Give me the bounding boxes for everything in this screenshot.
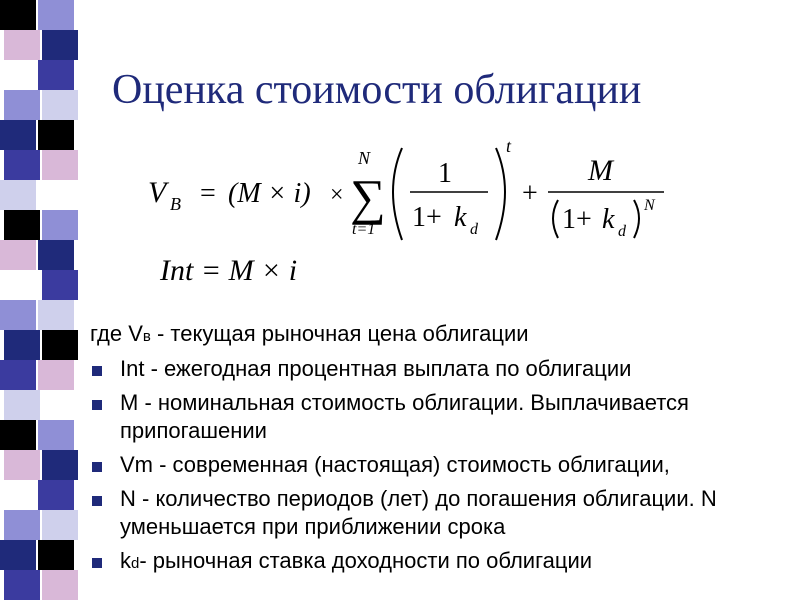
strip-cell (0, 420, 36, 450)
strip-cell (4, 90, 40, 120)
kd-symbol: k (120, 548, 131, 573)
strip-cell (42, 390, 78, 420)
strip-cell (0, 300, 36, 330)
strip-cell (0, 60, 36, 90)
bullet-text: Int - ежегодная процентная выплата по облигации (120, 356, 632, 381)
strip-cell (38, 540, 74, 570)
frac2-right-paren (634, 200, 639, 238)
frac1-den-sub: d (470, 221, 478, 238)
strip-cell (38, 360, 74, 390)
strip-cell (38, 120, 74, 150)
strip-cell (42, 90, 78, 120)
strip-cell (0, 540, 36, 570)
formula-equals: = (200, 178, 216, 209)
strip-cell (42, 330, 78, 360)
strip-cell (38, 240, 74, 270)
decorative-strip (0, 0, 80, 600)
strip-cell (4, 150, 40, 180)
formula-plus: + (522, 178, 538, 209)
strip-cell (4, 210, 40, 240)
kd-subscript: d (131, 555, 140, 572)
sum-lower-limit: t=1 (352, 221, 376, 238)
list-item (90, 485, 800, 541)
frac2-den-var: k (602, 204, 615, 235)
strip-cell (38, 480, 74, 510)
strip-cell (0, 240, 36, 270)
strip-cell (0, 480, 36, 510)
list-item (90, 355, 800, 383)
strip-cell (4, 330, 40, 360)
frac2-numerator: M (588, 154, 613, 187)
bullet-text: - рыночная ставка доходности по облигации (139, 548, 593, 573)
list-item (90, 451, 800, 479)
strip-cell (0, 0, 36, 30)
strip-cell (0, 180, 36, 210)
strip-cell (4, 510, 40, 540)
strip-cell (42, 270, 78, 300)
strip-cell (42, 30, 78, 60)
strip-cell (4, 570, 40, 600)
intro-subscript: в (142, 328, 151, 345)
intro-prefix: где V (90, 321, 143, 346)
frac2-den-text: 1+ (562, 204, 592, 235)
formula-times: × (330, 182, 344, 208)
formula-lhs-symbol: V (148, 176, 167, 209)
strip-cell (0, 360, 36, 390)
bullet-square-icon (92, 462, 102, 472)
strip-cell (0, 120, 36, 150)
strip-cell (38, 180, 74, 210)
bullet-text: M - номинальная стоимость облигации. Выплачивается припогашении (120, 390, 689, 443)
strip-cell (38, 300, 74, 330)
frac2-power: N (644, 197, 655, 214)
list-item (90, 547, 800, 578)
bond-value-formula (140, 130, 700, 300)
strip-cell (42, 510, 78, 540)
frac2-left-paren (553, 200, 558, 238)
sum-sign: ∑ (350, 169, 386, 225)
frac1-power: t (506, 136, 512, 156)
bullet-square-icon (92, 558, 102, 568)
intro-rest: - текущая рыночная цена облигации (150, 321, 529, 346)
list-item (90, 389, 800, 445)
strip-cell (42, 210, 78, 240)
bullet-text: N - количество периодов (лет) до погашения облигации. N уменьшается при приближении срока (120, 486, 717, 539)
bullet-square-icon (92, 496, 102, 506)
strip-cell (4, 30, 40, 60)
formula-paren-term: (M × i) (228, 178, 311, 209)
strip-cell (42, 150, 78, 180)
strip-cell (38, 0, 74, 30)
strip-cell (42, 450, 78, 480)
left-big-paren (393, 148, 402, 240)
strip-cell (4, 390, 40, 420)
bullet-square-icon (92, 400, 102, 410)
strip-cell (38, 60, 74, 90)
strip-cell (4, 450, 40, 480)
formula-int: Int = M × i (160, 254, 298, 287)
bullet-text: Vm - современная (настоящая) стоимость облигации, (120, 452, 670, 477)
strip-cell (42, 570, 78, 600)
definitions-list (90, 320, 800, 584)
strip-cell (4, 270, 40, 300)
formula-lhs-subscript: B (170, 194, 181, 214)
frac1-numerator: 1 (438, 158, 452, 189)
frac1-den-text: 1+ (412, 202, 442, 233)
sum-upper-limit: N (358, 148, 371, 168)
right-big-paren (496, 148, 505, 240)
frac2-den-sub: d (618, 223, 626, 240)
strip-cell (38, 420, 74, 450)
page-title: Оценка стоимости облигации (112, 67, 642, 113)
bullet-square-icon (92, 366, 102, 376)
definition-intro (90, 320, 800, 351)
frac1-den-var: k (454, 202, 467, 233)
